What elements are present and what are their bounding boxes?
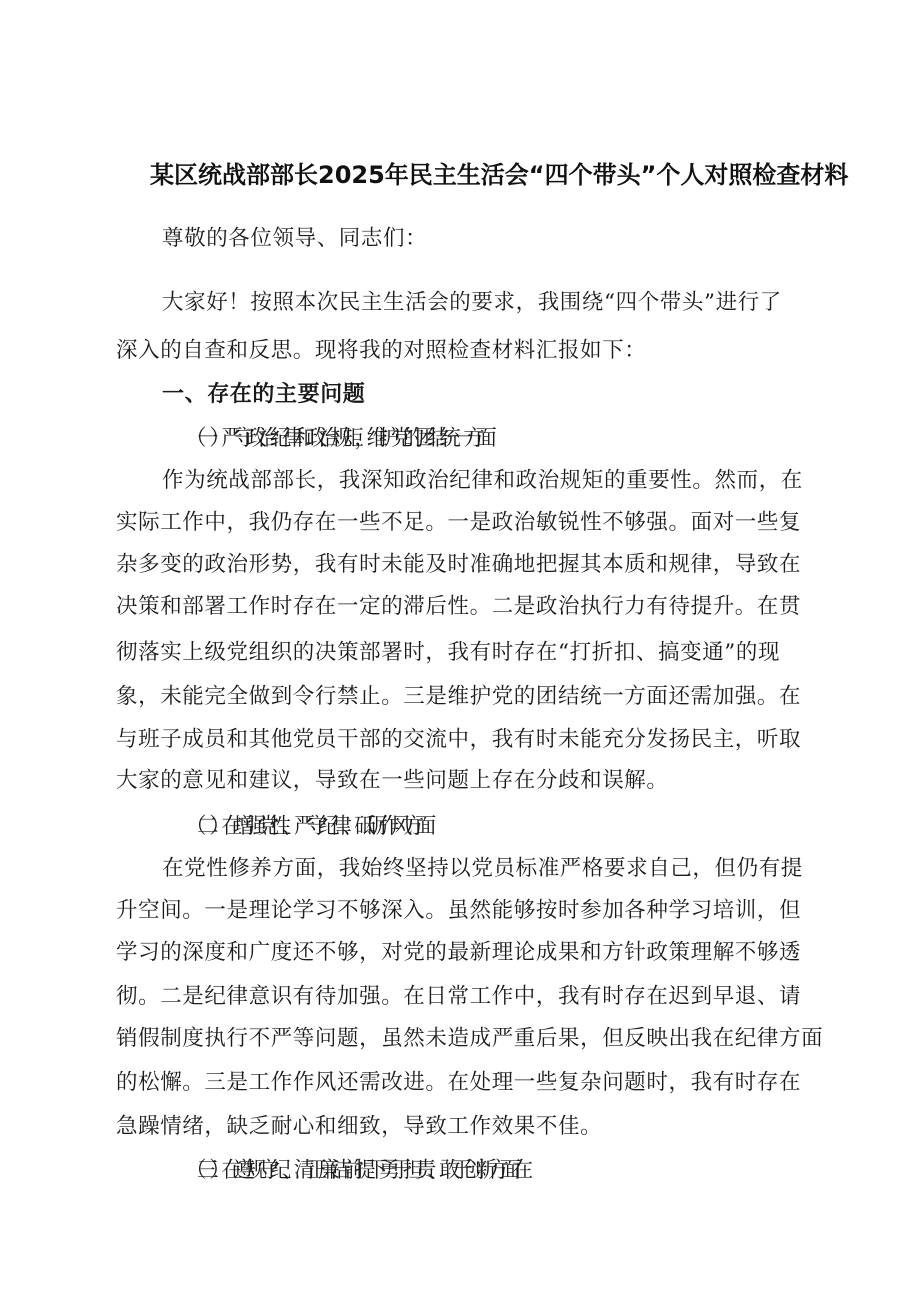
intro-line-2: 深入的自查和反思。现将我的对照检查材料汇报如下： (116, 338, 647, 363)
paragraph-line: 在党性修养方面，我始终坚持以党员标准严格要求自己，但仍有提 (162, 856, 803, 881)
paragraph-line: 决策和部署工作时存在一定的滞后性。二是政治执行力有待提升。在贯 (116, 594, 802, 619)
paragraph-line: 象，未能完全做到令行禁止。三是维护党的团结统一方面还需加强。在 (116, 684, 802, 709)
paragraph-line: 大家的意见和建议，导致在一些问题上存在分歧和误解。 (116, 768, 669, 793)
paragraph-line: 急躁情绪，缺乏耐心和细致，导致工作效果不佳。 (116, 1114, 603, 1139)
intro-line-1: 大家好！按照本次民主生活会的要求，我围绕“四个带头”进行了 (162, 290, 782, 315)
subsection-2-heading: （二）在增强党性、严守纪律、砥砺作风方面 (185, 814, 428, 839)
paragraph-line: 学习的深度和广度还不够，对党的最新理论成果和方针政策理解不够透 (116, 940, 802, 965)
paragraph-line: 升空间。一是理论学习不够深入。虽然能够按时参加各种学习培训，但 (116, 898, 802, 923)
section-1-heading: 一、存在的主要问题 (162, 382, 366, 407)
paragraph-line: 彻。二是纪律意识有待加强。在日常工作中，我有时存在迟到早退、请 (116, 984, 802, 1009)
document-title: 某区统战部部长2025年民主生活会“四个带头”个人对照检查材料 (150, 161, 849, 189)
paragraph-line: 实际工作中，我仍存在一些不足。一是政治敏锐性不够强。面对一些复 (116, 510, 802, 535)
paragraph-line: 作为统战部部长，我深知政治纪律和政治规矩的重要性。然而，在 (162, 468, 803, 493)
paragraph-line: 销假制度执行不严等问题，虽然未造成严重后果，但反映出我在纪律方面 (116, 1026, 824, 1051)
subsection-1-heading: （一）严守政治纪律和政治规矩，维护党的团结统一方面 (185, 426, 488, 451)
paragraph-line: 杂多变的政治形势，我有时未能及时准确地把握其本质和规律，导致在 (116, 552, 802, 577)
paragraph-line: 的松懈。三是工作作风还需改进。在处理一些复杂问题时，我有时存在 (116, 1070, 802, 1095)
salutation: 尊敬的各位领导、同志们： (162, 226, 428, 251)
paragraph-line: 与班子成员和其他党员干部的交流中，我有时未能充分发扬民主，听取 (116, 727, 802, 752)
paragraph-line: 彻落实上级党组织的决策部署时，我有时存在“打折扣、搞变通”的现 (116, 640, 781, 665)
subsection-3-heading: （三）在遵规守纪、清正廉洁前提下勇于担责、敢于创新方面在 (185, 1158, 524, 1183)
